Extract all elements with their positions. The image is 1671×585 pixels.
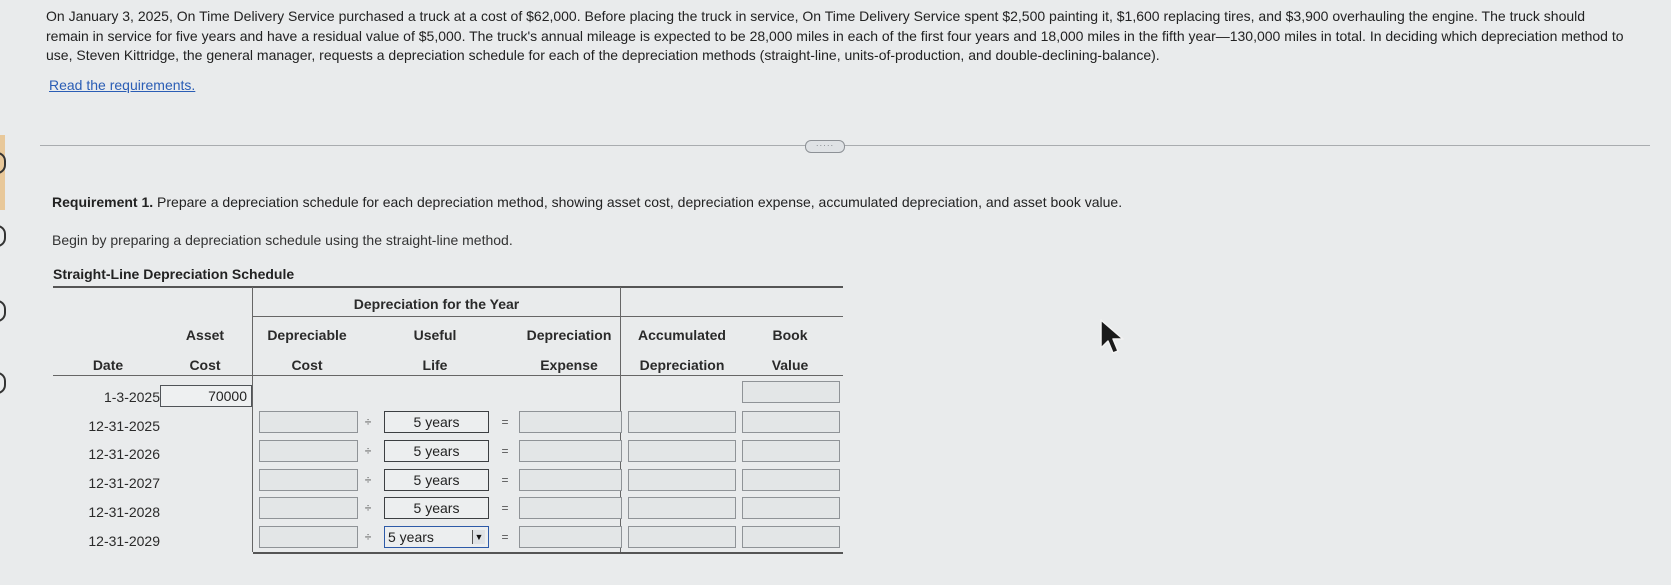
header-expense-line2: Expense	[540, 357, 598, 373]
row-date: 12-31-2028	[88, 504, 160, 520]
useful-life-select[interactable]	[384, 526, 489, 548]
edge-bracket-icon	[0, 300, 6, 322]
depreciation-expense-input[interactable]	[519, 526, 622, 548]
depreciation-expense-input[interactable]	[519, 440, 622, 462]
instruction-text: Begin by preparing a depreciation schedule using the straight-line method.	[52, 232, 513, 248]
group-header: Depreciation for the Year	[353, 296, 520, 312]
book-value-input[interactable]	[742, 526, 840, 548]
header-asset-cost-line2: Cost	[189, 357, 221, 373]
edge-bracket-icon	[0, 152, 6, 174]
book-value-input[interactable]	[742, 497, 840, 519]
schedule-title: Straight-Line Depreciation Schedule	[53, 266, 295, 282]
depreciation-expense-input[interactable]	[519, 469, 622, 491]
asset-cost-input[interactable]	[160, 385, 252, 407]
equals-operator: =	[501, 530, 509, 544]
group-header-rule	[253, 316, 843, 317]
book-value-input[interactable]	[742, 381, 840, 403]
depreciable-cost-input[interactable]	[259, 411, 358, 433]
depreciable-cost-input[interactable]	[259, 440, 358, 462]
row-date: 12-31-2029	[88, 533, 160, 549]
depreciation-expense-input[interactable]	[519, 411, 622, 433]
useful-life-value: 5 years	[384, 411, 489, 433]
depreciation-expense-input[interactable]	[519, 497, 622, 519]
depreciable-cost-input[interactable]	[259, 497, 358, 519]
divide-operator: ÷	[364, 473, 372, 487]
requirement-1	[52, 194, 1122, 210]
accumulated-depreciation-input[interactable]	[628, 526, 736, 548]
book-value-input[interactable]	[742, 469, 840, 491]
accumulated-depreciation-input[interactable]	[628, 469, 736, 491]
header-book-value-line2: Value	[771, 357, 809, 373]
divide-operator: ÷	[364, 415, 372, 429]
useful-life-selected-value: 5 years	[388, 529, 434, 545]
useful-life-value: 5 years	[384, 440, 489, 462]
equals-operator: =	[501, 415, 509, 429]
schedule-top-rule	[53, 286, 843, 288]
row-date: 1-3-2025	[103, 389, 160, 405]
row-date: 12-31-2027	[88, 475, 160, 491]
header-useful-life-line2: Life	[422, 357, 448, 373]
expand-divider-button[interactable]: ·····	[805, 140, 845, 153]
depreciable-cost-input[interactable]	[259, 469, 358, 491]
row-date: 12-31-2025	[88, 418, 160, 434]
header-bottom-rule	[53, 375, 843, 376]
equals-operator: =	[501, 501, 509, 515]
edge-bracket-icon	[0, 372, 6, 394]
header-expense-line1: Depreciation	[526, 327, 612, 343]
equals-operator: =	[501, 473, 509, 487]
header-depreciable-line2: Cost	[291, 357, 323, 373]
requirement-label: Requirement 1.	[52, 194, 154, 210]
column-divider	[252, 287, 253, 552]
problem-statement: On January 3, 2025, On Time Delivery Service purchased a truck at a cost of $62,000. Before placing the truck in service, On Time Delivery Service spent $2,500 painting it, $1,600 replacing tires, and $3,900 overhauling the engine. The truck should remain in service for five years and have a residual value of $5,000. The truck's annual mileage is expected to be 28,000 miles in each of the first four years and 18,000 miles in the fifth year—130,000 miles in total. In deciding which depreciation method to use, Steven Kittridge, the general manager, requests a depreciation schedule for each of the depreciation methods (straight-line, units-of-production, and double-declining-balance).	[46, 8, 1624, 63]
useful-life-value: 5 years	[384, 469, 489, 491]
divide-operator: ÷	[364, 530, 372, 544]
schedule-bottom-rule	[253, 552, 843, 554]
header-depreciable-line1: Depreciable	[267, 327, 347, 343]
section-divider	[40, 145, 1650, 146]
requirement-text: Prepare a depreciation schedule for each depreciation method, showing asset cost, depreciation expense, accumulated depreciation, and asset book value.	[153, 194, 1123, 210]
row-date: 12-31-2026	[88, 446, 160, 462]
header-book-value-line1: Book	[772, 327, 808, 343]
read-requirements-link[interactable]: Read the requirements.	[49, 77, 196, 93]
divide-operator: ÷	[364, 444, 372, 458]
header-date: Date	[92, 357, 124, 373]
dropdown-arrow-icon[interactable]: ▼	[472, 530, 485, 544]
accumulated-depreciation-input[interactable]	[628, 497, 736, 519]
accumulated-depreciation-input[interactable]	[628, 411, 736, 433]
book-value-input[interactable]	[742, 440, 840, 462]
divide-operator: ÷	[364, 501, 372, 515]
book-value-input[interactable]	[742, 411, 840, 433]
accumulated-depreciation-input[interactable]	[628, 440, 736, 462]
useful-life-value: 5 years	[384, 497, 489, 519]
header-accumulated-line2: Depreciation	[639, 357, 725, 373]
edge-bracket-icon	[0, 225, 6, 247]
mouse-pointer-icon	[1099, 318, 1129, 358]
depreciable-cost-input[interactable]	[259, 526, 358, 548]
header-accumulated-line1: Accumulated	[638, 327, 726, 343]
header-useful-life-line1: Useful	[413, 327, 457, 343]
header-asset-cost-line1: Asset	[185, 327, 225, 343]
equals-operator: =	[501, 444, 509, 458]
